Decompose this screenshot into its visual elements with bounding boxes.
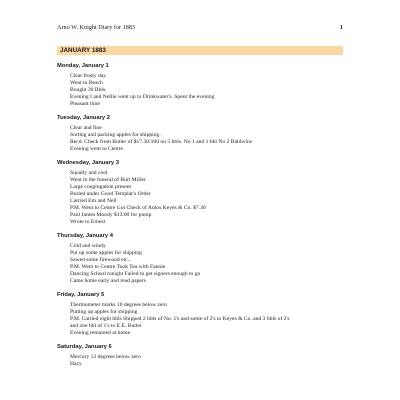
entry-date: Tuesday, January 2 (57, 115, 110, 121)
entry-line: Clear frosty day (70, 72, 107, 79)
entry-date: Thursday, January 4 (57, 233, 113, 239)
month-heading-bar (57, 46, 343, 55)
entry-line: and one bbl of 1's to E.E. Butler (70, 322, 142, 329)
diary-entry (57, 114, 357, 153)
entry-line: Large congregation present (70, 183, 132, 190)
entry-line: Putting up apples for shipping (70, 308, 138, 315)
diary-entry (57, 62, 357, 108)
entry-line: Bought 30 Bbls. (70, 86, 107, 93)
entry-line: P.M. Went to Centre Took Tea with Fannie (70, 263, 166, 270)
page-number: 1 (339, 24, 343, 31)
diary-entry (57, 159, 357, 226)
document-header (57, 23, 343, 33)
entry-lines (70, 354, 357, 368)
entry-line: Sawed some firewood etc.. (70, 256, 131, 263)
entry-line: P.M. Carried eight bbls Shipped 2 bbls of No. 1's and some of 2's to Keyes & Co. and 3 bbls of 2's (70, 315, 290, 322)
entry-line: Evening went to Centre (70, 145, 123, 152)
entry-line: Cold and windy (70, 242, 106, 249)
entry-line: Sorting and packing apples for shipping. (70, 131, 161, 138)
entry-lines (70, 243, 357, 285)
entry-line: Wrote to Ernest (70, 218, 106, 225)
entry-line: Evening remained at home (70, 329, 131, 336)
entry-date: Friday, January 5 (57, 292, 105, 298)
entry-line: Pleasant time (70, 100, 100, 107)
entry-line: P.M. Went to Centre Got Check of Amos Keyes & Co. $7.30 (70, 204, 206, 211)
diary-entry (57, 291, 357, 337)
entry-line: Thermometer marks 10 degrees below zero (70, 301, 168, 308)
document-title: Arno W. Knight Diary for 1883 (57, 24, 136, 31)
entry-line: Paid James Moody $13.00 for pump (70, 211, 152, 218)
entry-line: Mercury 12 degrees below zero (70, 353, 141, 360)
month-heading: JANUARY 1883 (60, 47, 106, 54)
entry-lines (70, 302, 357, 337)
entry-line: Evening I and Nellie went up to Drinkwater's. Spent the evening (70, 93, 215, 100)
entry-date: Saturday, January 6 (57, 344, 112, 350)
entry-lines (70, 170, 357, 226)
diary-entry (57, 232, 357, 285)
diary-entries (57, 62, 357, 374)
diary-entry (57, 343, 357, 368)
entry-lines (70, 125, 357, 153)
entry-line: Squally and cool (70, 169, 108, 176)
entry-line: Went to the funeral of Burt Miller (70, 176, 146, 183)
entry-line: Recd. Check from Butler of $17.30/100 on 5 bbls. No 1 and 1 bbl No 2 Baldwins (70, 138, 252, 145)
entry-line: Dancing School tonight Failed to get signers enough to go (70, 270, 201, 277)
entry-date: Wednesday, January 3 (57, 160, 119, 166)
entry-line: Carried Em and Nell (70, 197, 117, 204)
entry-line: Put up some apples for shipping (70, 249, 142, 256)
entry-line: Buried under Good Templar's Order (70, 190, 151, 197)
entry-line: Hazy (70, 360, 82, 367)
entry-date: Monday, January 1 (57, 63, 109, 69)
entry-line: Came home early and read papers (70, 277, 146, 284)
entry-line: Clear and fine (70, 124, 102, 131)
entry-line: Went to Beach (70, 79, 103, 86)
entry-lines (70, 73, 357, 108)
